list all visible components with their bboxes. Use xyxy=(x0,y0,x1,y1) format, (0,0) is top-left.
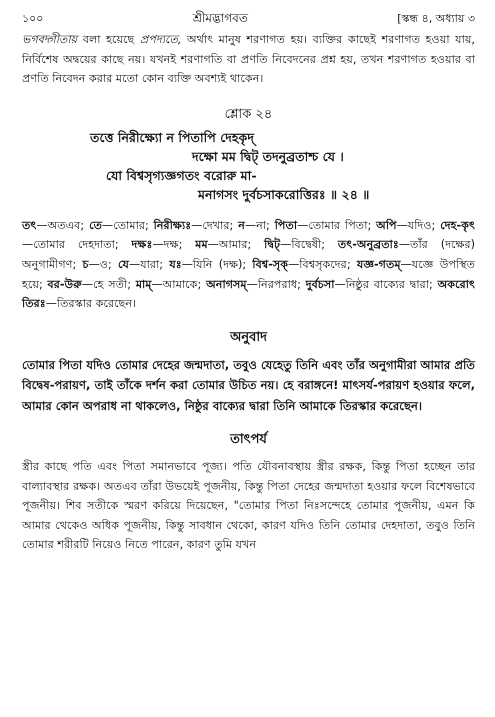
intro-term-2: প্রপদ্যতে, xyxy=(139,33,182,46)
word-for-word-synonyms: তৎ—অতএব; তে—তোমার; নিরীক্ষ্যঃ—দেখার; ন—না; পিতা—তোমার পিতা; অপি—যদিও; দেহ-কৃৎ—তোমার দেহদাতা; দক্ষঃ—দক্ষ; মম—আমার; দ্বিট্—বিদ্বেষী; তৎ-অনুব্রতাঃ—তাঁর (দক্ষের) অনুগামীগণ; চ—ও; যে—যারা; যঃ—যিনি (দক্ষ); বিশ্ব-সৃক্—বিশ্বসৃকদের; যজ্ঞ-গতম্—যজ্ঞে উপস্থিত হয়ে; বর-উরু—হে সতী; মাম্—আমাকে; অনাগসম্—নিরপরাধ; দুর্বচসা—নিষ্ঠুর বাক্যের দ্বারা; অকরোৎ তিরঃ—তিরস্কার করেছেন। xyxy=(22,218,476,311)
synonym-word: অকরোৎ তিরঃ xyxy=(22,277,475,311)
verse-line: দক্ষো মম দ্বিট্ তদনুব্রতাশ্চ যে । xyxy=(192,148,344,164)
intro-text-1: বলা হয়েছে xyxy=(77,33,140,46)
synonym-word: দ্বিট্ xyxy=(264,238,281,252)
synonym-word: তৎ-অনুব্রতাঃ xyxy=(337,238,399,252)
synonym-meaning: হে সতী; xyxy=(93,277,132,291)
verse-line: মনাগসং দুর্বচসাকরোত্তিরঃ ॥ ২৪ ॥ xyxy=(198,186,370,202)
verse-text xyxy=(22,128,475,204)
synonym-meaning: তোমার; xyxy=(113,218,149,232)
synonym-word: দেহ-কৃৎ xyxy=(440,218,475,232)
intro-paragraph xyxy=(22,30,475,89)
intro-term: ভগবদ্গীতায় xyxy=(22,33,78,46)
synonym-word: মাম্ xyxy=(135,277,152,291)
synonym-meaning: আমার; xyxy=(218,238,252,252)
page-header xyxy=(22,10,475,30)
synonym-meaning: বিশ্বসৃকদের; xyxy=(299,257,351,271)
synonym-meaning: যজ্ঞে উপস্থিত হয়ে; xyxy=(22,257,476,291)
chapter-reference: [স্কন্ধ ৪, অধ্যায় ৩ xyxy=(397,12,475,25)
intro-text-2: অর্থাৎ মানুষ শরণাগত হয়। ব্যক্তির কাছেই শরণাগত হওয়া যায়, নির্বিশেষ অদ্বয়ের কাছে নয়। যখনই শরণাগতি বা প্রণতি নিবেদনের প্রশ্ন হয়, তখন শরণাগত হওয়ার বা প্রণতি নিবেদন করার মতো কোন ব্যক্তি অবশ্যই থাকেন। xyxy=(22,33,475,86)
translation-heading: অনুবাদ xyxy=(230,329,267,345)
synonym-word: যে xyxy=(118,257,129,271)
synonym-word: নিরীক্ষ্যঃ xyxy=(153,218,192,232)
synonym-meaning: ও; xyxy=(99,257,112,271)
synonym-meaning: অতএব; xyxy=(47,218,85,232)
synonym-meaning: তাঁর (দক্ষের) অনুগামীগণ; xyxy=(22,238,476,271)
book-title: শ্রীমদ্ভাগবত xyxy=(192,11,248,25)
synonym-meaning: তোমার দেহদাতা; xyxy=(33,238,119,252)
purport-text: স্ত্রীর কাছে পতি এবং পিতা সমানভাবে পূজ্য। পতি যৌবনাবস্থায় স্ত্রীর রক্ষক, কিন্তু পিতা হচ্ছেন তার বাল্যাবস্থার রক্ষক। অতএব তাঁরা উভয়েই পূজনীয়, কিন্তু পিতা দেহের জন্মদাতা হওয়ার ফলে বিশেষভাবে পূজনীয়। শিব সতীকে স্মরণ করিয়ে দিয়েছেন, "তোমার পিতা নিঃসন্দেহে তোমার পূজনীয়, এমন কি আমার থেকেও অধিক পূজনীয়, কিন্তু সাবধান থেকো, কারণ যদিও তিনি তোমার দেহদাতা, তবুও তিনি তোমার শরীরটি নিয়েও নিতে পারেন, কারণ তুমি যখন xyxy=(22,459,475,552)
synonym-word: তে xyxy=(89,218,102,232)
synonym-word: পিতা xyxy=(274,218,298,232)
synonym-meaning: যিনি (দক্ষ); xyxy=(192,257,247,271)
synonym-word: মম xyxy=(195,238,208,252)
synonym-word: দুর্বচসা xyxy=(305,277,335,291)
synonym-meaning: বিদ্বেষী; xyxy=(291,238,326,252)
synonym-word: বিশ্ব-সৃক্ xyxy=(252,257,289,271)
verse-line: যো বিশ্বসৃগ্যজ্ঞগতং বরোরু মা- xyxy=(106,167,257,183)
synonym-word: যজ্ঞ-গতম্ xyxy=(356,257,401,271)
synonym-word: অপি xyxy=(376,218,397,232)
synonym-meaning: দেখার; xyxy=(202,218,234,232)
synonym-meaning: নিরপরাধ; xyxy=(257,277,301,291)
synonym-meaning: নিষ্ঠুর বাক্যের দ্বারা; xyxy=(345,277,433,291)
synonym-word: দক্ষঃ xyxy=(131,238,153,252)
verse-number: শ্লোক ২৪ xyxy=(224,106,273,122)
synonym-word: যঃ xyxy=(169,257,182,271)
synonym-word: তৎ xyxy=(22,218,37,232)
page-number: ১০০ xyxy=(22,12,44,25)
synonym-meaning: দক্ষ; xyxy=(163,238,183,252)
synonym-meaning: যদিও; xyxy=(407,218,436,232)
synonym-word: চ xyxy=(82,257,89,271)
synonym-meaning: না; xyxy=(256,218,270,232)
verse-line: তত্তে নিরীক্ষ্যো ন পিতাপি দেহকৃদ্ xyxy=(90,129,254,145)
synonym-meaning: আমাকে; xyxy=(162,277,202,291)
synonym-word: ন xyxy=(238,218,245,232)
synonym-meaning: তিরস্কার করেছেন। xyxy=(56,297,137,311)
purport-heading: তাৎপর্য xyxy=(230,431,267,447)
synonym-meaning: যারা; xyxy=(140,257,164,271)
synonym-word: বর-উরু xyxy=(47,277,82,291)
synonym-meaning: তোমার পিতা; xyxy=(308,218,372,232)
translation-text: তোমার পিতা যদিও তোমার দেহের জন্মদাতা, তবুও যেহেতু তিনি এবং তাঁর অনুগামীরা আমার প্রতি বিদ্বেষ-পরায়ণ, তাই তাঁকে দর্শন করা তোমার উচিত নয়। হে বরাঙ্গনে! মাৎসর্য-পরায়ণ হওয়ার ফলে, আমার কোন অপরাধ না থাকলেও, নিষ্ঠুর বাক্যের দ্বারা তিনি আমাকে তিরস্কার করেছেন। xyxy=(22,357,475,413)
synonym-word: অনাগসম্ xyxy=(206,277,247,291)
